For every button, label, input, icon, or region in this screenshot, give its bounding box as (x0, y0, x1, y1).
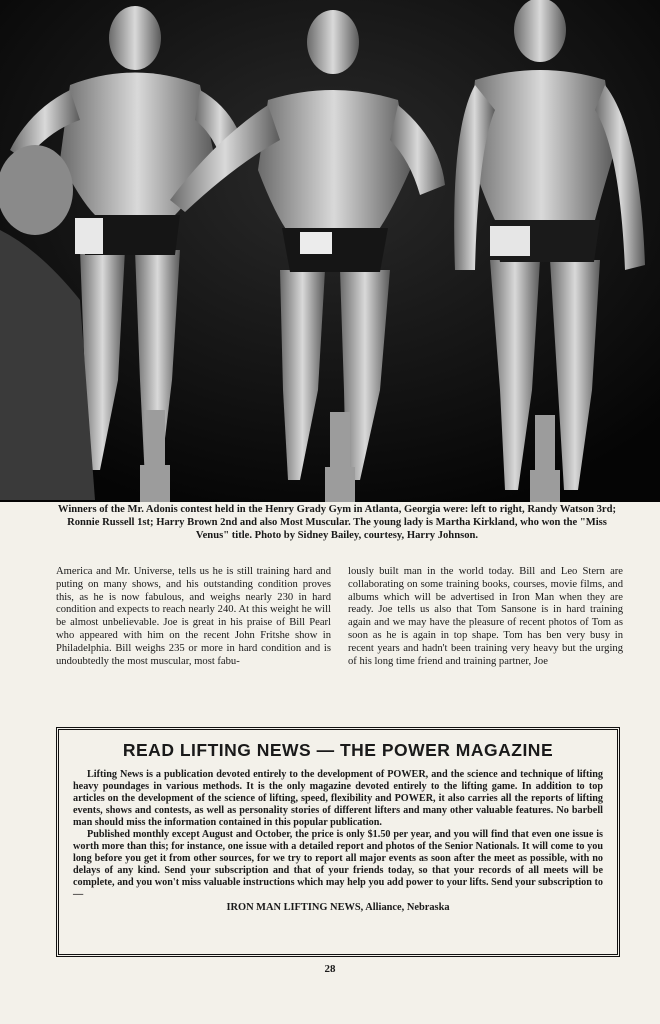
ad-body (73, 769, 603, 901)
lifting-news-advertisement (56, 727, 620, 957)
ad-paragraph-2: Published monthly except August and October, the price is only $1.50 per year, and you will find that even one issue is worth more than this; for instance, one issue with a detailed report and photos of the Senior Nationals. It will come to you long before you get it from other sources, for we try to report all major events as soon after the meet as possible, with no delays of any kind. Send your subscription and that of your friends today, so that your records of all meets will be complete, and you won't miss valuable instructions which may help you add power to your lifts. Send your subscription to— (73, 829, 603, 900)
ad-paragraph-1: Lifting News is a publication devoted entirely to the development of POWER, and the science and technique of lifting heavy poundages in various methods. It is the only magazine devoted entirely to the lifting game. In addition to top articles on the development of the science of lifting, speed, flexibility and POWER, it also carries all the reports of lifting events, shows and contests, as well as personality stories of different lifters and many other valuable features. No barbell man should miss the information contained in this popular publication. (73, 769, 603, 828)
ad-footer: IRON MAN LIFTING NEWS, Alliance, Nebraska (226, 902, 450, 913)
article-right-column: lously built man in the world today. Bill and Leo Stern are collaborating on some training books, courses, movie films, and albums which will be advertised in Iron Man when they are ready. Joe tells us also that Tom Sansone is in hard training again and we may have the pleasure of recent photos of Tom as soon as he is again in top shape. Tom has ben very busy in recent years and hadn't been training very heavy but the urging of his long time friend and training partner, Joe (348, 566, 623, 667)
page-number: 28 (324, 963, 336, 975)
photo-illustration (0, 0, 660, 502)
article-left-column: America and Mr. Universe, tells us he is still training hard and puting on many shows, and his outstanding condition proves this, as he is now fabulous, and weighs nearly 230 in hard condition and expects to reach nearly 240. At this weight he will be almost unbelievable. Joe is great in his praise of Bill Pearl who appeared with him on the recent John Fritshe show in Philadelphia. Bill weighs 235 or more in hard condition and is undoubtedly the most muscular, most fabu- (56, 566, 331, 667)
bodybuilders-photo (0, 0, 660, 502)
photo-caption: Winners of the Mr. Adonis contest held in the Henry Grady Gym in Atlanta, Georgia were: left to right, Randy Watson 3rd; Ronnie Russell 1st; Harry Brown 2nd and also Most Muscular. The young lady is Martha Kirkland, who won the "Miss Venus" title. Photo by Sidney Bailey, courtesy, Harry Johnson. (57, 504, 617, 542)
ad-title: READ LIFTING NEWS — THE POWER MAGAZINE (122, 740, 554, 760)
